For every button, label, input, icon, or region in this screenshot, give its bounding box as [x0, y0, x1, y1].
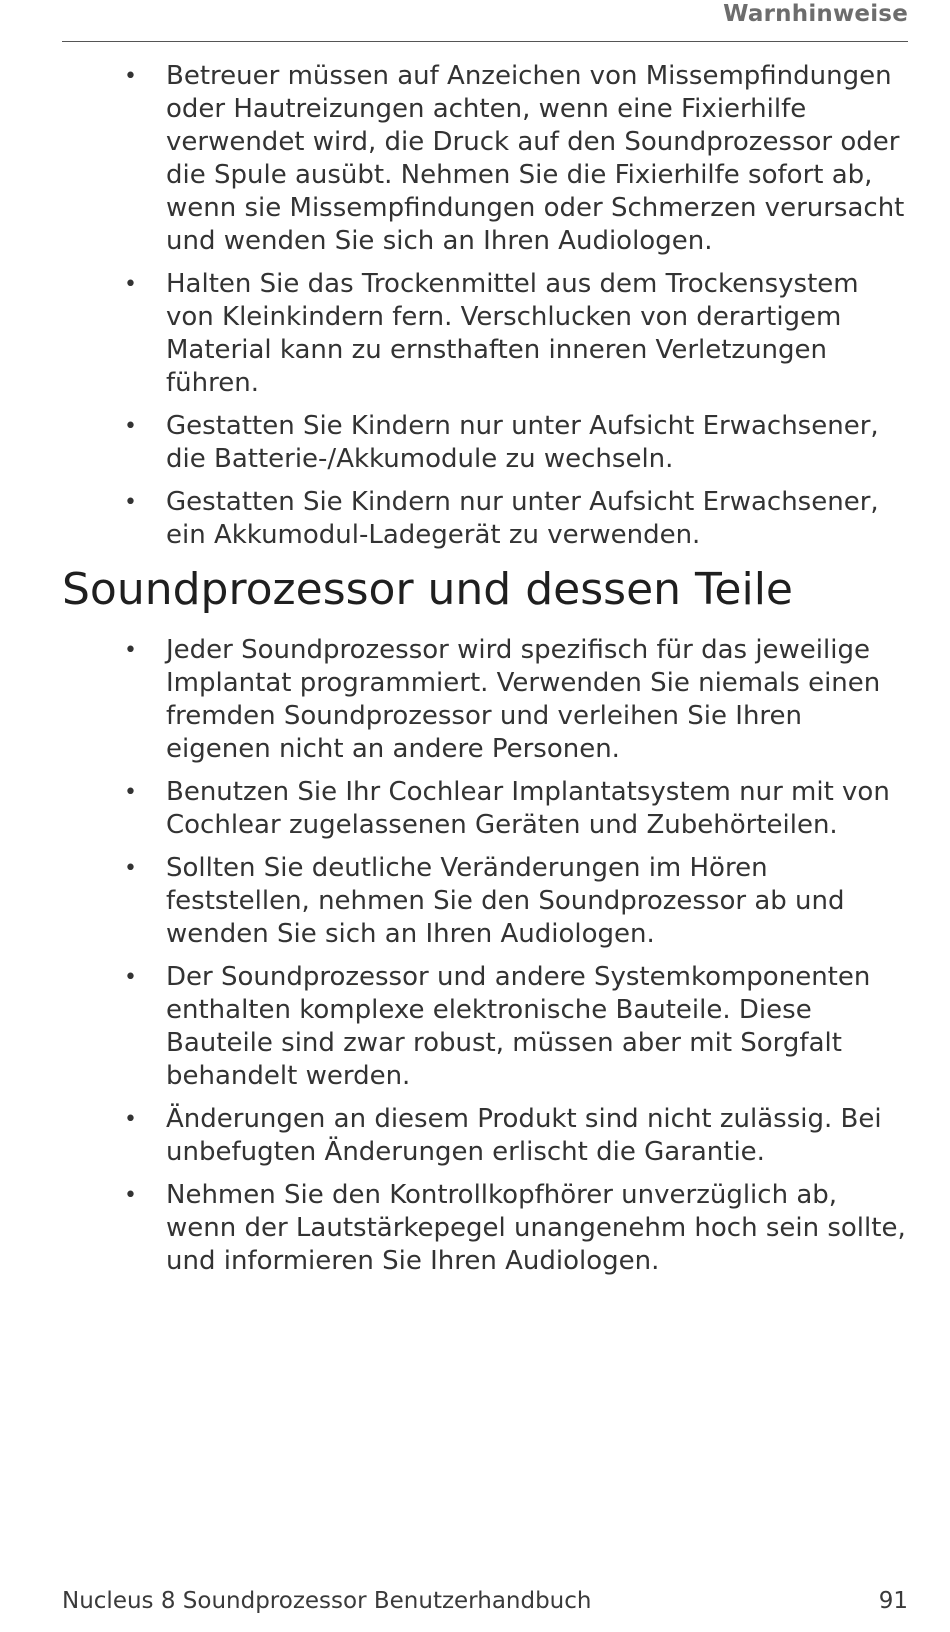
list-item	[62, 776, 912, 842]
list-item-text: Jeder Soundprozessor wird spezifisch für das jeweilige Implantat programmiert. Verwenden Sie niemals einen fremden Soundprozessor und verleihen Sie Ihren eigenen nicht an andere Personen.	[166, 635, 881, 764]
list-item	[62, 1179, 912, 1278]
list-item-text: Sollten Sie deutliche Veränderungen im Hören feststellen, nehmen Sie den Soundprozessor ab und wenden Sie sich an Ihren Audiologen.	[166, 853, 845, 949]
bullet-icon: •	[124, 490, 137, 515]
list-item-text: Änderungen an diesem Produkt sind nicht zulässig. Bei unbefugten Änderungen erlischt die Garantie.	[166, 1104, 882, 1167]
bullet-icon: •	[124, 965, 137, 990]
list-item-text: Benutzen Sie Ihr Cochlear Implantatsystem nur mit von Cochlear zugelassenen Geräten und Zubehörteilen.	[166, 777, 890, 840]
running-header: Warnhinweise	[723, 1, 908, 27]
list-item	[62, 268, 912, 400]
bullet-icon: •	[124, 780, 137, 805]
list-item	[62, 852, 912, 951]
list-item-text: Gestatten Sie Kindern nur unter Aufsicht Erwachsener, ein Akkumodul-Ladegerät zu verwenden.	[166, 487, 879, 550]
processor-warning-list	[62, 634, 912, 1278]
bullet-icon: •	[124, 64, 137, 89]
bullet-icon: •	[124, 272, 137, 297]
header-divider	[62, 41, 908, 42]
bullet-icon: •	[124, 414, 137, 439]
bullet-icon: •	[124, 856, 137, 881]
bullet-icon: •	[124, 1183, 137, 1208]
list-item	[62, 486, 912, 552]
list-item	[62, 1103, 912, 1169]
page-content	[62, 60, 912, 1288]
footer-document-title: Nucleus 8 Soundprozessor Benutzerhandbuch	[62, 1588, 592, 1614]
list-item	[62, 410, 912, 476]
list-item	[62, 634, 912, 766]
list-item-text: Nehmen Sie den Kontrollkopfhörer unverzüglich ab, wenn der Lautstärkepegel unangenehm hoch sein sollte, und informieren Sie Ihren Audiologen.	[166, 1180, 906, 1276]
list-item-text: Der Soundprozessor und andere Systemkomponenten enthalten komplexe elektronische Bauteile. Diese Bauteile sind zwar robust, müssen aber mit Sorgfalt behandelt werden.	[166, 962, 871, 1091]
list-item	[62, 60, 912, 258]
list-item	[62, 961, 912, 1093]
footer-page-number: 91	[878, 1588, 908, 1614]
bullet-icon: •	[124, 638, 137, 663]
warning-list	[62, 60, 912, 552]
bullet-icon: •	[124, 1107, 137, 1132]
list-item-text: Betreuer müssen auf Anzeichen von Missempfindungen oder Hautreizungen achten, wenn eine Fixierhilfe verwendet wird, die Druck auf den Soundprozessor oder die Spule ausübt. Nehmen Sie die Fixierhilfe sofort ab, wenn sie Missempfindungen oder Schmerzen verursacht und wenden Sie sich an Ihren Audiologen.	[166, 61, 905, 256]
section-heading: Soundprozessor und dessen Teile	[62, 564, 794, 615]
list-item-text: Gestatten Sie Kindern nur unter Aufsicht Erwachsener, die Batterie-/Akkumodule zu wechseln.	[166, 411, 879, 474]
list-item-text: Halten Sie das Trockenmittel aus dem Trockensystem von Kleinkindern fern. Verschlucken von derartigem Material kann zu ernsthaften inneren Verletzungen führen.	[166, 269, 859, 398]
